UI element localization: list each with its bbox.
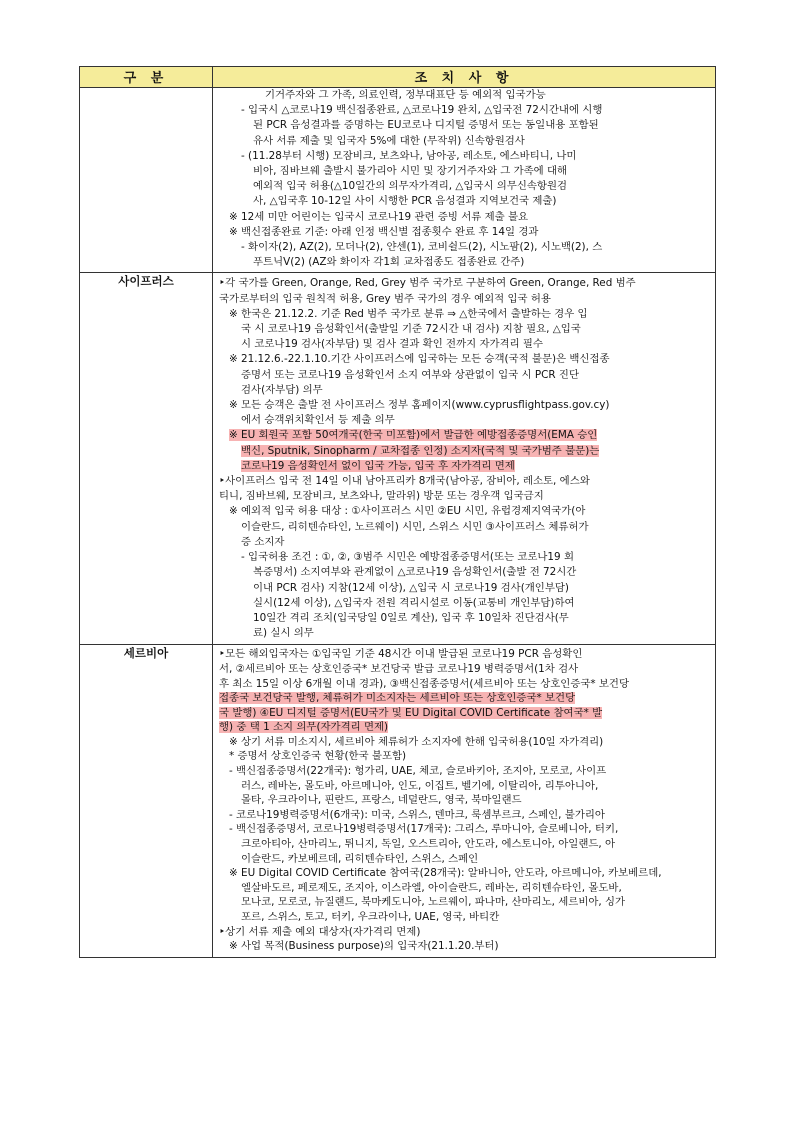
line-text: 후 최소 15일 이상 6개월 이내 경과), ③백신접종증명서(세르비아 또는 상호인증국* 보건당 bbox=[219, 677, 630, 690]
text-line bbox=[219, 626, 709, 641]
highlighted-text: ※ EU 회원국 포함 50여개국(한국 미포함)에서 발급한 예방접종증명서(EMA 승인 bbox=[229, 429, 598, 442]
text-line bbox=[219, 194, 709, 209]
line-text: 이슬란드, 카보베르데, 리히텐슈타인, 스위스, 스페인 bbox=[241, 852, 479, 865]
line-text: - 입국허용 조건 : ①, ②, ③범주 시민은 예방접종증명서(또는 코로나19 회 bbox=[241, 551, 574, 564]
line-text: 유사 서류 제출 및 입국자 5%에 대한 (무작위) 신속항원검사 bbox=[253, 134, 525, 147]
text-line bbox=[219, 474, 709, 489]
table-header-row bbox=[80, 67, 716, 88]
text-line bbox=[219, 118, 709, 133]
text-line bbox=[219, 459, 709, 474]
line-text: ※ 백신접종완료 기준: 아래 인정 백신별 접종횟수 완료 후 14일 경과 bbox=[229, 225, 539, 238]
line-text: - 입국시 △코로나19 백신접종완료, △코로나19 완치, △입국전 72시간내에 시행 bbox=[241, 104, 603, 117]
text-line bbox=[219, 581, 709, 596]
line-text: 엘살바도르, 페로제도, 조지아, 이스라엘, 아이슬란드, 레바논, 리히텐슈타인, 몰도바, bbox=[241, 881, 622, 894]
highlighted-text: 행) 중 택 1 소지 의무(자가격리 면제) bbox=[219, 721, 389, 734]
line-text: 서, ②세르비아 또는 상호인증국* 보건당국 발급 코로나19 병력증명서(1차 검사 bbox=[219, 662, 579, 675]
text-line bbox=[219, 596, 709, 611]
text-line bbox=[219, 535, 709, 550]
text-line bbox=[219, 383, 709, 398]
text-line bbox=[219, 764, 709, 779]
line-text: ‣모든 해외입국자는 ①입국일 기준 48시간 이내 발급된 코로나19 PCR 음성확인 bbox=[219, 648, 583, 661]
text-line bbox=[219, 88, 709, 103]
text-line bbox=[219, 149, 709, 164]
text-line bbox=[219, 691, 709, 706]
text-line bbox=[219, 852, 709, 867]
text-line bbox=[219, 164, 709, 179]
text-line bbox=[219, 866, 709, 881]
line-text: - 코로나19병력증명서(6개국): 미국, 스위스, 덴마크, 룩셈부르크, 스페인, 불가리아 bbox=[229, 808, 605, 821]
line-text: 이내 PCR 검사) 지참(12세 이상), △입국 시 코로나19 검사(개인부담) bbox=[253, 581, 569, 594]
text-line bbox=[219, 179, 709, 194]
line-text: 증 소지자 bbox=[241, 535, 285, 548]
text-line bbox=[219, 808, 709, 823]
text-line bbox=[219, 134, 709, 149]
line-text: - 화이자(2), AZ(2), 모더나(2), 얀센(1), 코비쉴드(2), 시노팜(2), 시노백(2), 스 bbox=[241, 241, 603, 254]
text-line bbox=[219, 428, 709, 443]
line-text: 실시(12세 이상), △입국자 전원 격리시설로 이동(교통비 개인부담)하여 bbox=[253, 596, 575, 609]
line-text: 검사(자부담) 의무 bbox=[241, 383, 323, 396]
text-line bbox=[219, 225, 709, 240]
text-line bbox=[219, 895, 709, 910]
text-line bbox=[219, 398, 709, 413]
header-measures: 조 치 사 항 bbox=[213, 67, 716, 88]
line-text: ‣상기 서류 제출 예외 대상자(자가격리 면제) bbox=[219, 925, 421, 938]
line-text: - 백신접종증명서, 코로나19병력증명서(17개국): 그리스, 루마니아, 슬로베니아, 터키, bbox=[229, 823, 619, 836]
line-text: ※ 12세 미만 어린이는 입국시 코로나19 관련 증빙 서류 제출 불요 bbox=[229, 210, 529, 223]
text-line bbox=[219, 276, 709, 291]
text-line bbox=[219, 337, 709, 352]
text-line bbox=[219, 550, 709, 565]
measures-cell bbox=[213, 273, 716, 645]
line-text: 푸트닉V(2) (AZ와 화이자 각1회 교차접종도 접종완료 간주) bbox=[253, 256, 525, 269]
text-line bbox=[219, 489, 709, 504]
line-text: 료) 실시 의무 bbox=[253, 627, 314, 640]
text-line bbox=[219, 504, 709, 519]
line-text: 복증명서) 소지여부와 관계없이 △코로나19 음성확인서(출발 전 72시간 bbox=[253, 566, 577, 579]
text-line bbox=[219, 368, 709, 383]
text-line bbox=[219, 292, 709, 307]
text-line bbox=[219, 413, 709, 428]
text-line bbox=[219, 939, 709, 954]
text-line bbox=[219, 662, 709, 677]
line-text: 시 코로나19 검사(자부담) 및 검사 결과 확인 전까지 자가격리 필수 bbox=[241, 338, 543, 351]
measures-cell bbox=[213, 645, 716, 957]
text-line bbox=[219, 565, 709, 580]
text-line bbox=[219, 881, 709, 896]
line-text: ※ 한국은 21.12.2. 기준 Red 범주 국가로 분류 ⇒ △한국에서 출발하는 경우 입 bbox=[229, 307, 588, 320]
text-line bbox=[219, 352, 709, 367]
line-text: 포르, 스위스, 토고, 터키, 우크라이나, UAE, 영국, 바티칸 bbox=[241, 911, 500, 923]
text-line bbox=[219, 307, 709, 322]
text-line bbox=[219, 822, 709, 837]
line-text: 크로아티아, 산마리노, 튀니지, 독일, 오스트리아, 안도라, 에스토니아, 아일랜드, 아 bbox=[241, 838, 616, 851]
text-line bbox=[219, 735, 709, 750]
text-line bbox=[219, 103, 709, 118]
highlighted-text: 국 발행) ④EU 디지털 증명서(EU국가 및 EU Digital COVID Certificate 참여국* 발 bbox=[219, 706, 603, 719]
category-cell bbox=[80, 88, 213, 273]
line-text: 증명서 또는 코로나19 음성확인서 소지 여부와 상관없이 입국 시 PCR 진단 bbox=[241, 368, 579, 381]
line-text: 몰타, 우크라이나, 핀란드, 프랑스, 네덜란드, 영국, 북마일랜드 bbox=[241, 794, 522, 807]
line-text: 모나코, 모로코, 뉴질랜드, 북마케도니아, 노르웨이, 파나마, 산마리노, 세르비아, 싱가 bbox=[241, 896, 626, 909]
text-line bbox=[219, 255, 709, 270]
text-line bbox=[219, 793, 709, 808]
line-text: 이슬란드, 리히텐슈타인, 노르웨이) 시민, 스위스 시민 ③사이프러스 체류허가 bbox=[241, 520, 589, 533]
line-text: 10일간 격리 조치(입국당일 0일로 계산), 입국 후 10일차 진단검사(무 bbox=[253, 611, 569, 624]
table-row bbox=[80, 273, 716, 645]
line-text: ※ EU Digital COVID Certificate 참여국(28개국): 알바니아, 안도라, 아르메니아, 카보베르데, bbox=[229, 867, 662, 880]
line-text: * 증명서 상호인증국 현황(한국 불포함) bbox=[229, 750, 407, 763]
highlighted-text: 코로나19 음성확인서 없이 입국 가능, 입국 후 자가격리 면제 bbox=[241, 459, 515, 472]
line-text: 예외적 입국 허용(△10일간의 의무자가격리, △입국시 의무신속항원검 bbox=[253, 180, 568, 193]
line-text: ※ 예외적 입국 허용 대상 : ①사이프러스 시민 ②EU 시민, 유럽경제지역국가(아 bbox=[229, 505, 586, 518]
text-line bbox=[219, 925, 709, 940]
line-text: 비아, 짐바브웨 출발시 불가리아 시민 및 장기거주자와 그 가족에 대해 bbox=[253, 165, 568, 178]
text-line bbox=[219, 444, 709, 459]
table-row bbox=[80, 88, 716, 273]
line-text: ※ 사업 목적(Business purpose)의 입국자(21.1.20.부터) bbox=[229, 940, 499, 953]
text-line bbox=[219, 749, 709, 764]
highlighted-text: 접종국 보건당국 발행, 체류허가 미소지자는 세르비아 또는 상호인증국* 보건당 bbox=[219, 692, 576, 705]
line-text: - 백신접종증명서(22개국): 헝가리, UAE, 체코, 슬로바키아, 조지아, 모로코, 사이프 bbox=[229, 765, 607, 778]
highlighted-text: 백신, Sputnik, Sinopharm / 교차접종 인정) 소지자(국적 및 국가범주 불문)는 bbox=[241, 444, 600, 457]
text-line bbox=[219, 779, 709, 794]
text-line bbox=[219, 837, 709, 852]
text-line bbox=[219, 611, 709, 626]
line-text: 티니, 짐바브웨, 모잠비크, 보츠와나, 말라위) 방문 또는 경우객 입국금지 bbox=[219, 490, 544, 503]
header-category: 구 분 bbox=[80, 67, 213, 88]
line-text: 국가로부터의 입국 원칙적 허용, Grey 범주 국가의 경우 예외적 입국 허용 bbox=[219, 292, 551, 305]
line-text: ‣각 국가를 Green, Orange, Red, Grey 범주 국가로 구분하여 Green, Orange, Red 범주 bbox=[219, 277, 636, 290]
line-text: 국 시 코로나19 음성확인서(출발일 기준 72시간 내 검사) 지참 필요, △입국 bbox=[241, 323, 581, 336]
text-line bbox=[219, 322, 709, 337]
text-line bbox=[219, 647, 709, 662]
text-line bbox=[219, 677, 709, 692]
line-text: 기거주자와 그 가족, 의료인력, 정부대표단 등 예외적 입국가능 bbox=[265, 89, 546, 101]
text-line bbox=[219, 240, 709, 255]
text-line bbox=[219, 910, 709, 925]
table-body bbox=[80, 88, 716, 958]
line-text: 러스, 레바논, 몰도바, 아르메니아, 인도, 이집트, 벨기에, 이탈리아, 리투아니아, bbox=[241, 779, 599, 792]
line-text: ※ 21.12.6.-22.1.10.기간 사이프러스에 입국하는 모든 승객(국적 불문)은 백신접종 bbox=[229, 353, 610, 366]
text-line bbox=[219, 706, 709, 721]
line-text: 에서 승객위치확인서 등 제출 의무 bbox=[241, 414, 395, 427]
table-row bbox=[80, 645, 716, 957]
category-cell: 세르비아 bbox=[80, 645, 213, 957]
measures-table bbox=[79, 66, 716, 958]
line-text: 된 PCR 음성결과를 증명하는 EU코로나 디지털 증명서 또는 동일내용 포함된 bbox=[253, 119, 599, 132]
line-text: 사, △입국후 10-12일 사이 시행한 PCR 음성결과 지역보건국 제출) bbox=[253, 195, 557, 208]
line-text: ※ 상기 서류 미소지시, 세르비아 체류허가 소지자에 한해 입국허용(10일 자가격리) bbox=[229, 735, 604, 748]
line-text: ※ 모든 승객은 출발 전 사이프러스 정부 홈페이지(www.cyprusflightpass.gov.cy) bbox=[229, 399, 610, 412]
line-text: ‣사이프러스 입국 전 14일 이내 남아프리카 8개국(남아공, 잠비아, 레소토, 에스와 bbox=[219, 475, 590, 488]
text-line bbox=[219, 520, 709, 535]
text-line bbox=[219, 720, 709, 735]
line-text: - (11.28부터 시행) 모잠비크, 보츠와나, 남아공, 레소토, 에스바티니, 나미 bbox=[241, 149, 577, 162]
measures-cell bbox=[213, 88, 716, 273]
text-line bbox=[219, 210, 709, 225]
category-cell: 사이프러스 bbox=[80, 273, 213, 645]
